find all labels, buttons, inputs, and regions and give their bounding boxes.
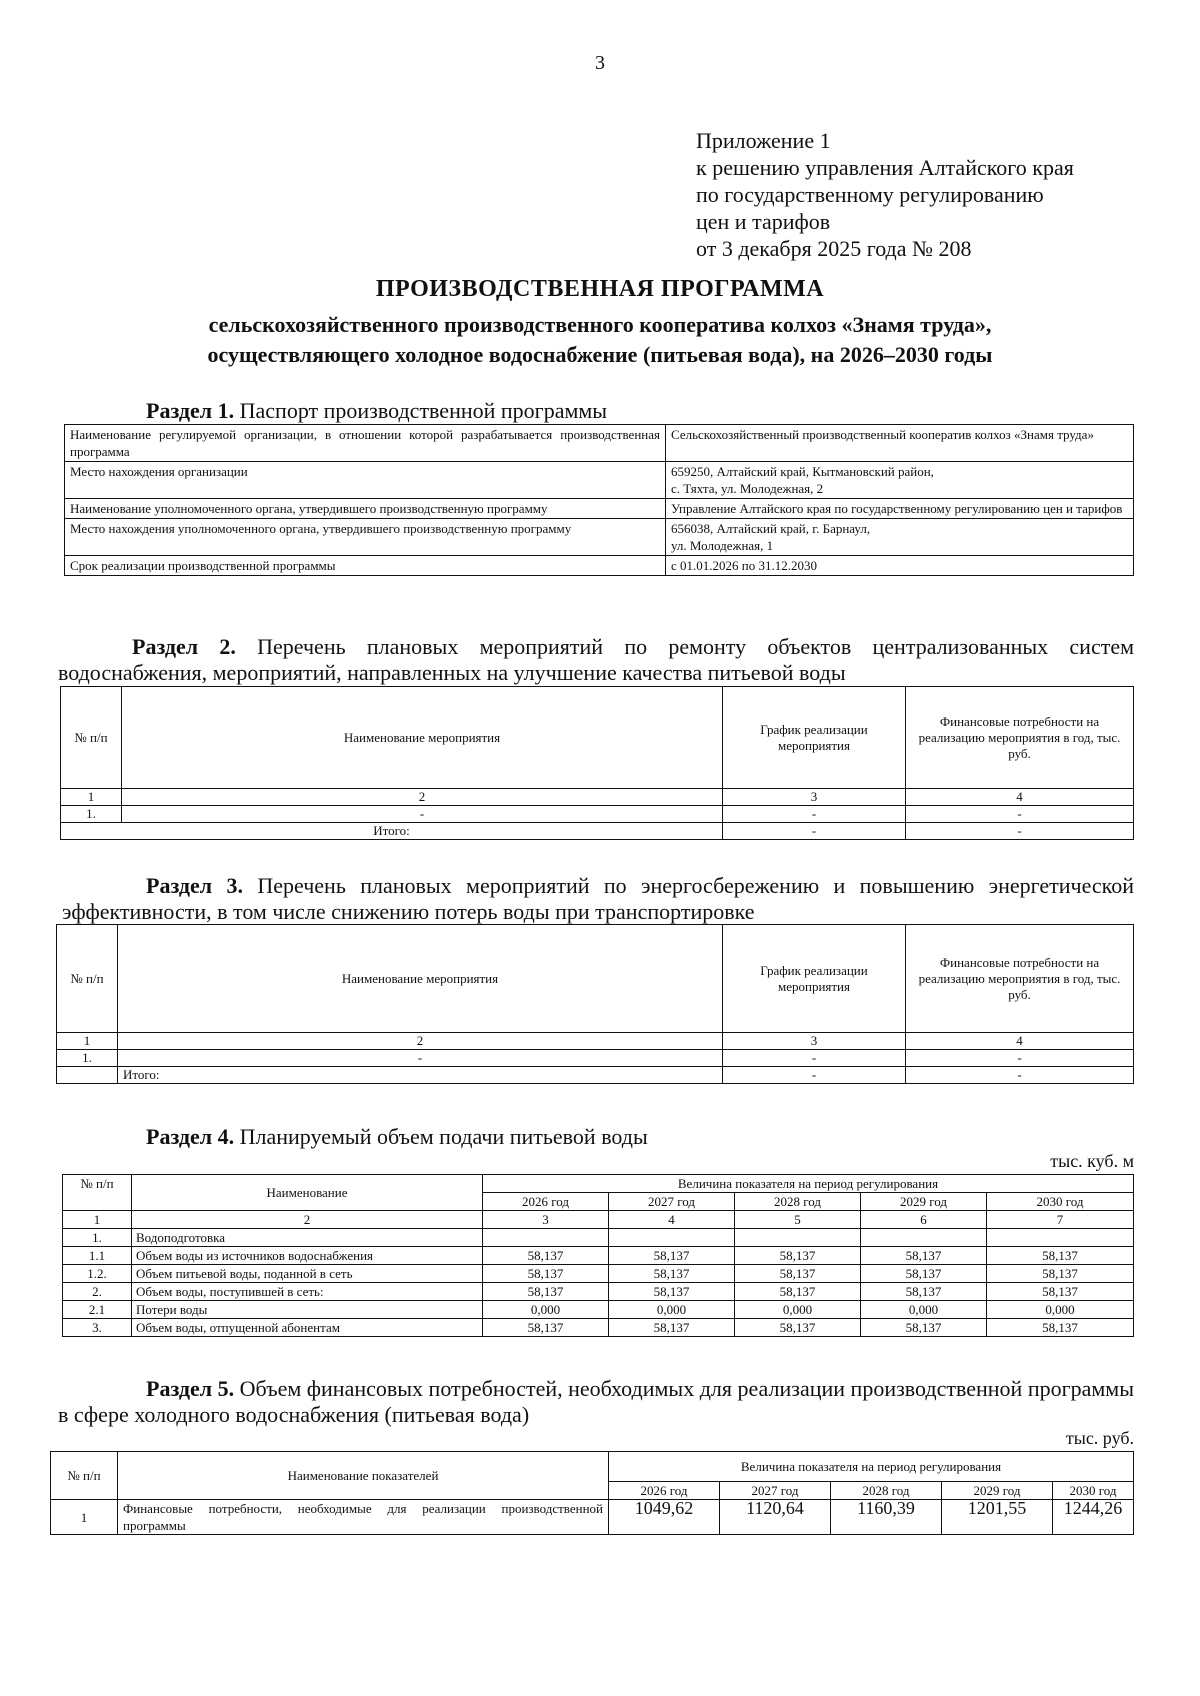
table-cell: 58,137: [987, 1247, 1134, 1265]
table-cell: -: [723, 1067, 906, 1084]
table-header: Финансовые потребности на реализацию мероприятия в год, тыс. руб.: [906, 687, 1134, 789]
table-row: [63, 1247, 1134, 1265]
table-cell: -: [118, 1050, 723, 1067]
table-cell: Объем воды из источников водоснабжения: [132, 1247, 483, 1265]
table-cell: Наименование уполномоченного органа, утвердившего производственную программу: [65, 499, 666, 519]
appendix-line: по государственному регулированию: [696, 182, 1044, 207]
table-cell: 7: [987, 1211, 1134, 1229]
table-cell: 58,137: [735, 1247, 861, 1265]
table-cell: 1244,26: [1053, 1500, 1134, 1535]
section1-heading: [146, 398, 607, 424]
section-number: Раздел 2.: [132, 634, 236, 659]
section3-heading: [62, 873, 1134, 925]
table-cell: 1160,39: [831, 1500, 942, 1535]
table-cell: 5: [735, 1211, 861, 1229]
table-header: № п/п: [57, 925, 118, 1033]
table-row: [65, 425, 1134, 462]
table-cell: 2: [132, 1211, 483, 1229]
section-number: Раздел 1.: [146, 398, 235, 423]
table-cell: -: [723, 1050, 906, 1067]
table-header: Величина показателя на период регулирования: [609, 1452, 1134, 1482]
table-row: [63, 1229, 1134, 1247]
table-cell: 58,137: [483, 1319, 609, 1337]
table-header: Наименование показателей: [118, 1452, 609, 1500]
table-cell: 3: [723, 1033, 906, 1050]
year-header: 2027 год: [609, 1193, 735, 1211]
table-cell: 58,137: [861, 1283, 987, 1301]
table-cell: 0,000: [735, 1301, 861, 1319]
table-cell: Потери воды: [132, 1301, 483, 1319]
table-cell: Водоподготовка: [132, 1229, 483, 1247]
table-cell: 0,000: [483, 1301, 609, 1319]
table-cell: с 01.01.2026 по 31.12.2030: [666, 556, 1134, 576]
cell-line: 656038, Алтайский край, г. Барнаул,: [671, 521, 871, 536]
table-row: [63, 1319, 1134, 1337]
table-header: № п/п: [63, 1175, 132, 1211]
table-cell: 1.1: [63, 1247, 132, 1265]
water-volume-table: [62, 1174, 1134, 1337]
table-cell: 1.: [61, 806, 122, 823]
table-header-row: [63, 1175, 1134, 1193]
table-cell: 4: [609, 1211, 735, 1229]
table-cell: 2.: [63, 1283, 132, 1301]
table-cell: Сельскохозяйственный производственный кооператив колхоз «Знамя труда»: [666, 425, 1134, 462]
table-row: [61, 806, 1134, 823]
table-cell: 1049,62: [609, 1500, 720, 1535]
table-row: [65, 556, 1134, 576]
table-cell: Срок реализации производственной программы: [65, 556, 666, 576]
table-cell: [735, 1229, 861, 1247]
table-row: [57, 1050, 1134, 1067]
table-total-row: [57, 1067, 1134, 1084]
table-header: Наименование мероприятия: [122, 687, 723, 789]
table-cell: [666, 462, 1134, 499]
section-title: Перечень плановых мероприятий по ремонту объектов централизованных систем водоснабжения, мероприятий, направленных на улучшение качества питьевой воды: [58, 634, 1135, 685]
table-cell: 2.1: [63, 1301, 132, 1319]
table-cell: Объем воды, отпущенной абонентам: [132, 1319, 483, 1337]
table-cell: -: [122, 806, 723, 823]
cell-line: с. Тяхта, ул. Молодежная, 2: [671, 481, 824, 496]
year-header: 2028 год: [735, 1193, 861, 1211]
table-cell: 1: [61, 789, 122, 806]
table-header: № п/п: [61, 687, 122, 789]
table-cell: -: [906, 823, 1134, 840]
table-row: [65, 462, 1134, 499]
table-cell: 58,137: [609, 1247, 735, 1265]
table-cell: [609, 1229, 735, 1247]
table-cell: 1: [51, 1500, 118, 1535]
table-row: [63, 1301, 1134, 1319]
cell-line: ул. Молодежная, 1: [671, 538, 774, 553]
table-cell: 58,137: [609, 1319, 735, 1337]
year-header: 2028 год: [831, 1482, 942, 1500]
appendix-line: от 3 декабря 2025 года № 208: [696, 236, 972, 261]
table-cell: Объем питьевой воды, поданной в сеть: [132, 1265, 483, 1283]
financial-needs-table: [50, 1451, 1134, 1535]
table-cell: 58,137: [861, 1319, 987, 1337]
table-cell: 1: [57, 1033, 118, 1050]
table-cell: -: [906, 1050, 1134, 1067]
table-cell: Управление Алтайского края по государственному регулированию цен и тарифов: [666, 499, 1134, 519]
section2-heading: [58, 634, 1134, 686]
table-header: Величина показателя на период регулирования: [483, 1175, 1134, 1193]
table-cell: -: [906, 806, 1134, 823]
table-cell: 3.: [63, 1319, 132, 1337]
subtitle-line: осуществляющего холодное водоснабжение (питьевая вода), на 2026–2030 годы: [207, 342, 993, 367]
document-subtitle: [60, 310, 1140, 370]
table-cell: 3: [483, 1211, 609, 1229]
table-cell: 1.: [57, 1050, 118, 1067]
section5-heading: [58, 1376, 1134, 1428]
table-cell: 58,137: [609, 1283, 735, 1301]
year-header: 2027 год: [720, 1482, 831, 1500]
table-header: График реализации мероприятия: [723, 925, 906, 1033]
table-cell: 58,137: [483, 1247, 609, 1265]
year-header: 2030 год: [1053, 1482, 1134, 1500]
table-cell: 0,000: [861, 1301, 987, 1319]
table-cell: [666, 519, 1134, 556]
section4-heading: [146, 1124, 648, 1150]
table-cell: [57, 1067, 118, 1084]
table-cell: 4: [906, 789, 1134, 806]
table-row: [65, 519, 1134, 556]
table-cell: [987, 1229, 1134, 1247]
table-cell: Объем воды, поступившей в сеть:: [132, 1283, 483, 1301]
table-cell: 6: [861, 1211, 987, 1229]
unit-label: тыс. куб. м: [1050, 1151, 1134, 1171]
table-header-row: [57, 925, 1134, 1033]
table-row: [65, 499, 1134, 519]
table-cell: 1.: [63, 1229, 132, 1247]
table-cell: [483, 1229, 609, 1247]
table-cell: 1120,64: [720, 1500, 831, 1535]
table-cell: 58,137: [735, 1319, 861, 1337]
table-cell: -: [723, 806, 906, 823]
appendix-line: к решению управления Алтайского края: [696, 155, 1074, 180]
section-number: Раздел 5.: [146, 1376, 235, 1401]
table-cell: 58,137: [987, 1283, 1134, 1301]
table-cell: 58,137: [735, 1265, 861, 1283]
section-title: Паспорт производственной программы: [239, 398, 608, 423]
table-cell: Место нахождения уполномоченного органа, утвердившего производственную программу: [65, 519, 666, 556]
table-header: Наименование: [132, 1175, 483, 1211]
table-cell: -: [906, 1067, 1134, 1084]
section-title: Объем финансовых потребностей, необходимых для реализации производственной программы в сфере холодного водоснабжения (питьевая вода): [58, 1376, 1135, 1427]
table-cell: 58,137: [987, 1265, 1134, 1283]
table-cell: 58,137: [861, 1247, 987, 1265]
document-title: ПРОИЗВОДСТВЕННАЯ ПРОГРАММА: [375, 276, 825, 302]
energy-saving-table: [56, 924, 1134, 1084]
appendix-line: цен и тарифов: [696, 209, 831, 234]
table-cell: Итого:: [118, 1067, 723, 1084]
table-cell: 2: [122, 789, 723, 806]
year-header: 2026 год: [483, 1193, 609, 1211]
table-cell: 58,137: [609, 1265, 735, 1283]
table-header-row: [61, 687, 1134, 789]
table-cell: 4: [906, 1033, 1134, 1050]
section-number: Раздел 3.: [146, 873, 243, 898]
table-header: Финансовые потребности на реализацию мероприятия в год, тыс. руб.: [906, 925, 1134, 1033]
table-cell: Наименование регулируемой организации, в отношении которой разрабатывается производственная программа: [65, 425, 666, 462]
table-cell: Место нахождения организации: [65, 462, 666, 499]
table-header-row: [51, 1452, 1134, 1482]
table-cell: 1.2.: [63, 1265, 132, 1283]
year-header: 2026 год: [609, 1482, 720, 1500]
table-header: № п/п: [51, 1452, 118, 1500]
table-row: [63, 1283, 1134, 1301]
year-header: 2029 год: [861, 1193, 987, 1211]
table-cell: 0,000: [987, 1301, 1134, 1319]
appendix-line: Приложение 1: [696, 128, 831, 153]
table-cell: 58,137: [483, 1283, 609, 1301]
table-cell: 0,000: [609, 1301, 735, 1319]
table-row: [63, 1265, 1134, 1283]
table-cell: 58,137: [735, 1283, 861, 1301]
appendix-block: [696, 127, 1074, 262]
table-row: [51, 1500, 1134, 1535]
table-cell: 1201,55: [942, 1500, 1053, 1535]
table-cell: Финансовые потребности, необходимые для реализации производственной программы: [118, 1500, 609, 1535]
section-number: Раздел 4.: [146, 1124, 235, 1149]
table-header: Наименование мероприятия: [118, 925, 723, 1033]
table-cell: 58,137: [861, 1265, 987, 1283]
section-title: Перечень плановых мероприятий по энергосбережению и повышению энергетической эффективности, в том числе снижению потерь воды при транспортировке: [62, 873, 1134, 924]
table-cell: 1: [63, 1211, 132, 1229]
passport-table: [64, 424, 1134, 576]
table-cell: 58,137: [987, 1319, 1134, 1337]
unit-label: тыс. руб.: [1065, 1428, 1134, 1448]
table-cell: 3: [723, 789, 906, 806]
table-cell: -: [723, 823, 906, 840]
table-cell: 58,137: [483, 1265, 609, 1283]
table-header: График реализации мероприятия: [723, 687, 906, 789]
table-total-row: [61, 823, 1134, 840]
table-row: [63, 1211, 1134, 1229]
table-row: [57, 1033, 1134, 1050]
cell-line: 659250, Алтайский край, Кытмановский район,: [671, 464, 934, 479]
repair-measures-table: [60, 686, 1134, 840]
table-cell: [861, 1229, 987, 1247]
year-header: 2029 год: [942, 1482, 1053, 1500]
table-cell: 2: [118, 1033, 723, 1050]
table-cell: Итого:: [61, 823, 723, 840]
subtitle-line: сельскохозяйственного производственного кооператива колхоз «Знамя труда»,: [208, 312, 992, 337]
page-number: 3: [595, 52, 605, 74]
table-row: [61, 789, 1134, 806]
section-title: Планируемый объем подачи питьевой воды: [239, 1124, 648, 1149]
year-header: 2030 год: [987, 1193, 1134, 1211]
